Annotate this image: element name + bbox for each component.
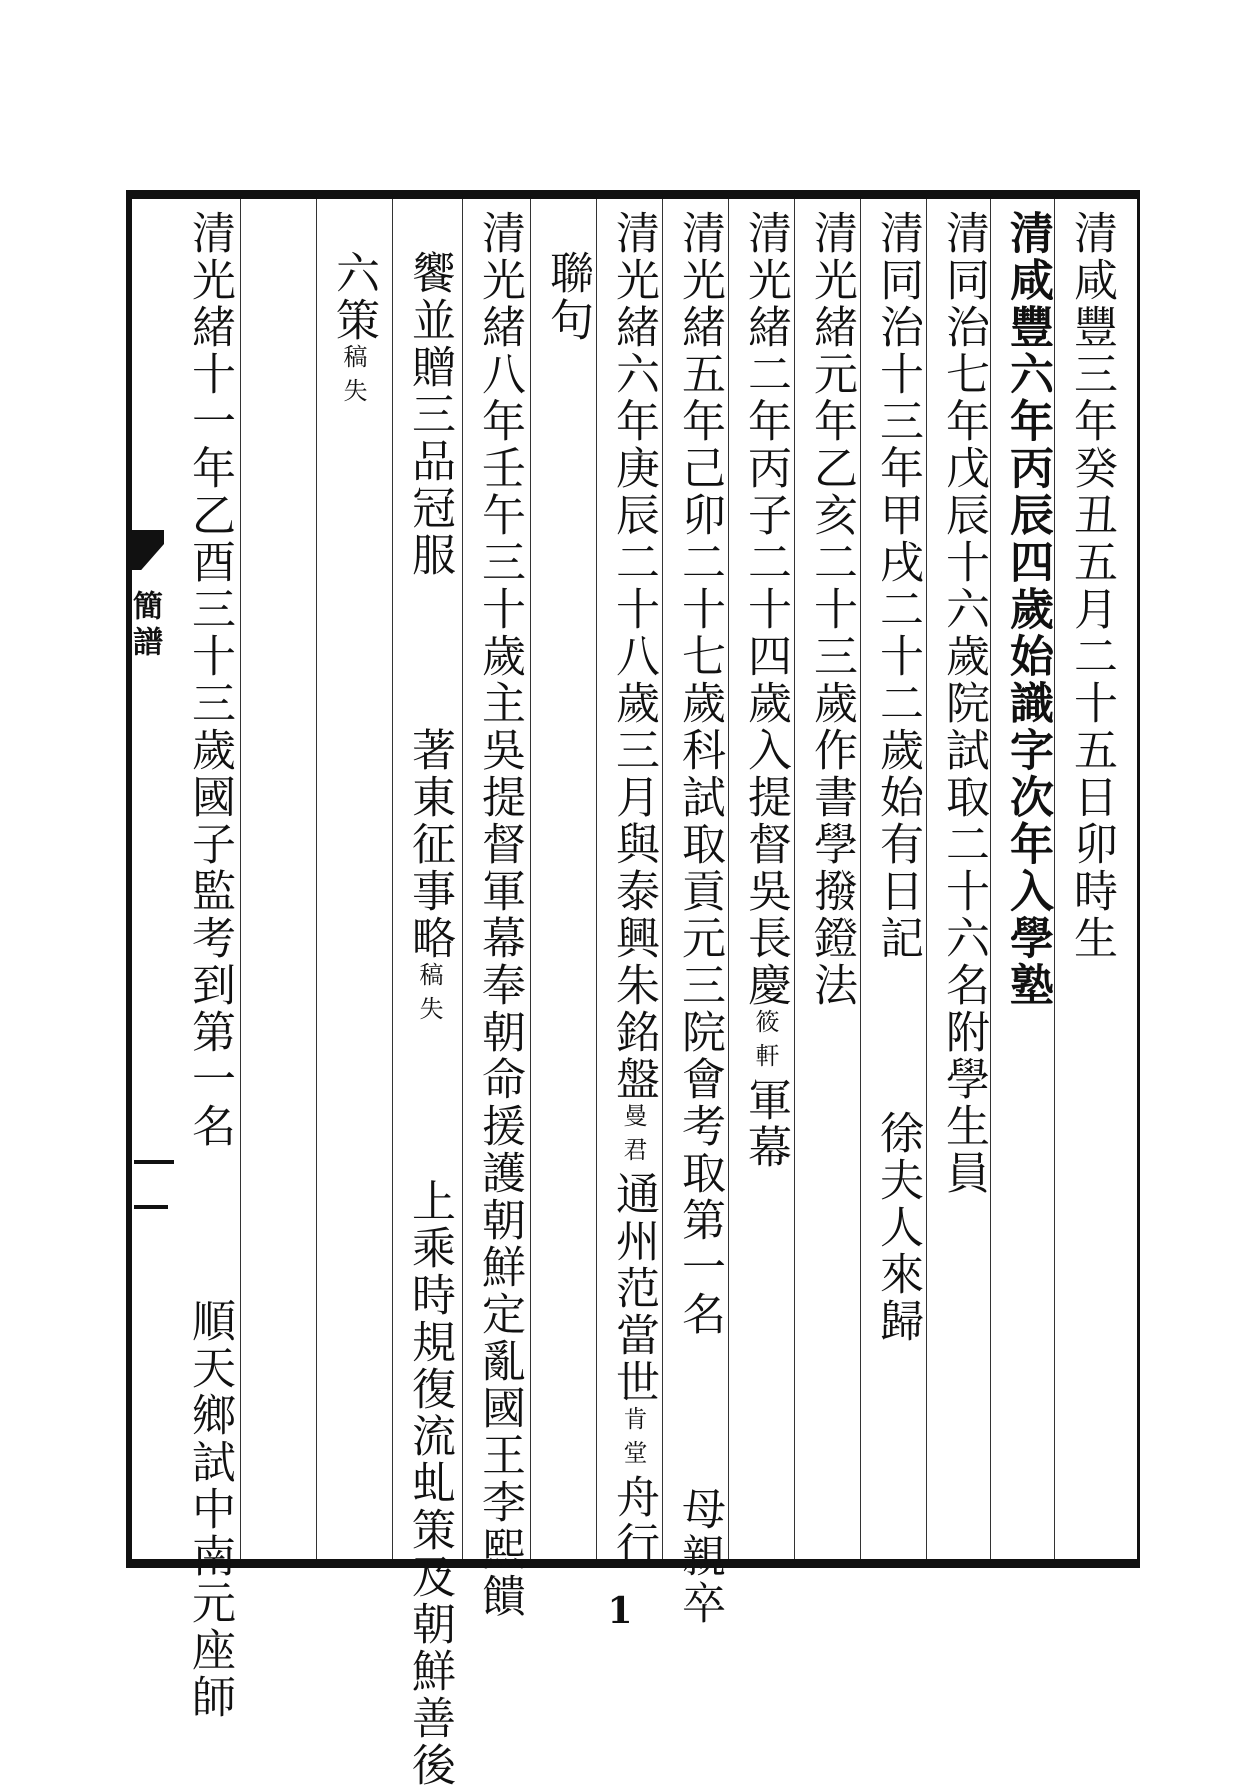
column-rule <box>462 199 463 1559</box>
inline-note: 曼君 <box>619 1103 647 1171</box>
column-rule <box>392 199 393 1559</box>
column-text: 聯句 <box>542 250 593 344</box>
column-text: 清同治七年戊辰十六歲院試取二十六名附學生員 <box>938 210 989 1197</box>
text-column <box>798 210 864 1550</box>
column-text: 順天鄉試中南元座師 <box>184 1298 235 1721</box>
column-text: 清光緒八年壬午三十歲主吳提督軍幕奉朝命援護朝鮮定亂國王李熙饋 <box>474 210 525 1620</box>
text-column <box>1058 210 1124 1550</box>
column-text: 六策 <box>328 250 379 344</box>
spine-bar <box>126 190 132 1568</box>
text-column <box>534 250 600 1590</box>
column-text: 通州范當世 <box>608 1171 659 1406</box>
column-text: 軍幕 <box>740 1077 791 1171</box>
column-text: 清光緒五年己卯二十七歲科試取貢元三院會考取第一名 <box>674 210 725 1338</box>
column-text: 徐夫人來歸 <box>872 1110 923 1345</box>
text-column <box>600 210 666 1568</box>
spine-title: 簡譜 <box>127 590 162 662</box>
column-text: 清同治十三年甲戌二十二歲始有日記 <box>872 210 923 962</box>
inline-note: 稿失 <box>415 962 443 1030</box>
column-rule <box>316 199 317 1559</box>
spine-rule <box>134 1160 174 1164</box>
column-text: 舟行 <box>608 1474 659 1568</box>
column-text: 清光緒元年乙亥二十三歲作書學撥鐙法 <box>806 210 857 1009</box>
text-column <box>320 250 386 1590</box>
column-text: 母親卒 <box>674 1486 725 1627</box>
column-text: 清咸豐六年丙辰四歲始識字次年入學塾 <box>1002 210 1053 1009</box>
column-text: 清光緒六年庚辰二十八歲三月與泰興朱銘盤 <box>608 210 659 1103</box>
text-column <box>466 210 532 1620</box>
inline-note: 稿失 <box>339 344 367 412</box>
text-column <box>396 250 462 1789</box>
column-text: 上乘時規復流虬策及朝鮮善後 <box>404 1178 455 1789</box>
column-text: 饗並贈三品冠服 <box>404 250 455 579</box>
text-column <box>994 210 1060 1550</box>
page-number: 1 <box>607 1590 633 1632</box>
inline-note: 筱軒 <box>751 1009 779 1077</box>
column-text: 清咸豐三年癸丑五月二十五日卯時生 <box>1066 210 1117 962</box>
text-column <box>732 210 798 1550</box>
text-column <box>930 210 996 1550</box>
text-column <box>176 210 242 1721</box>
column-text: 清光緒二年丙子二十四歲入提督吳長慶 <box>740 210 791 1009</box>
inline-note: 肯堂 <box>619 1406 647 1474</box>
spine-rule <box>134 1205 168 1209</box>
text-column <box>666 210 732 1627</box>
text-column <box>864 210 930 1550</box>
column-text: 著東征事略 <box>404 727 455 962</box>
column-text: 清光緒十一年乙酉三十三歲國子監考到第一名 <box>184 210 235 1150</box>
